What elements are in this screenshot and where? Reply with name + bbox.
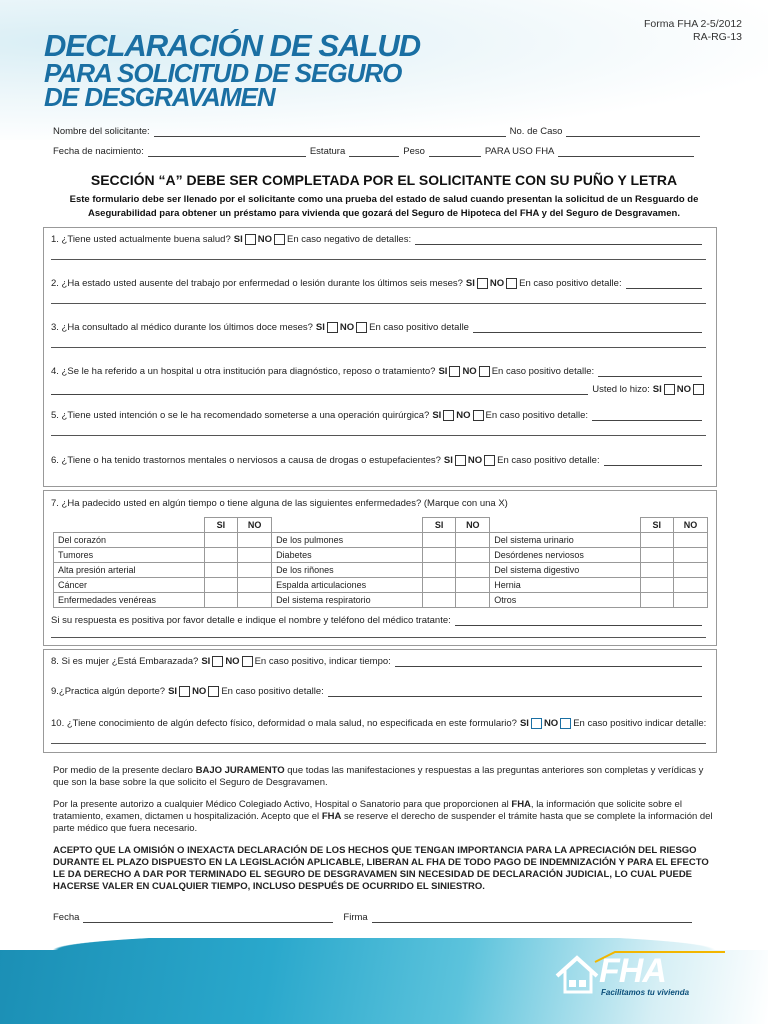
q1-detail-field[interactable] [415, 234, 702, 245]
no-cell[interactable] [674, 548, 708, 563]
question-2-text: 2. ¿Ha estado usted ausente del trabajo por enfermedad o lesión durante los últimos seis meses? [51, 278, 463, 289]
no-cell[interactable] [238, 533, 272, 548]
no-cell[interactable] [674, 578, 708, 593]
no-label: NO [489, 278, 505, 289]
question-10 [51, 718, 709, 729]
declaration-paragraph-3: ACEPTO QUE LA OMISIÓN O INEXACTA DECLARACIÓN DE LOS HECHOS QUE TENGAN IMPORTANCIA PARA LA APRECIACIÓN DEL RIESGO DURANTE EL PLAZO DISPUESTO EN LA LEGISLACIÓN APLICABLE, LIBERAN AL FHA DE TODO PAGO DE INDEMNIZACIÓN Y PARA EL EFECTO LE DA DERECHO A DAR POR TERMINADO EL SEGURO DE DESGRAVAMEN SIN NECESIDAD DE DECLARACIÓN JUDICIAL, LO CUAL PUEDE HACERSE VALER EN CUALQUIER TIEMPO, INCLUSO DESPUÉS DE OCURRIDO EL SINIESTRO. [53, 845, 709, 892]
question-7-detail-label: Si su respuesta es positiva por favor detalle e indique el nombre y teléfono del médico tratante: [51, 615, 451, 626]
disease-label: Espalda articulaciones [272, 578, 423, 593]
no-cell[interactable] [456, 563, 490, 578]
no-header: NO [674, 518, 708, 533]
disease-label: Tumores [54, 548, 205, 563]
question-4-text: 4. ¿Se le ha referido a un hospital u otra institución para diagnóstico, reposo o tratamiento? [51, 366, 436, 377]
no-label: NO [462, 366, 477, 377]
form-code [644, 18, 742, 44]
si-label: SI [443, 455, 453, 466]
si-label: SI [652, 384, 662, 395]
no-cell[interactable] [238, 578, 272, 593]
q3-detail-line[interactable] [51, 347, 706, 348]
case-field[interactable] [566, 126, 700, 137]
question-4-followup [51, 384, 706, 395]
applicant-name-row [53, 126, 704, 137]
si-cell[interactable] [422, 578, 455, 593]
question-7-text: 7. ¿Ha padecido usted en algún tiempo o tiene alguna de las siguientes enfermedades? (Marque con una X) [51, 498, 508, 509]
no-label: NO [543, 718, 559, 729]
title-line1: DECLARACIÓN DE SALUD [44, 28, 421, 63]
question-5-detail-label: En caso positivo detalle: [485, 410, 588, 421]
q4-hizo-label: Usted lo hizo: [592, 384, 650, 395]
question-3-detail-label: En caso positivo detalle [369, 322, 469, 333]
si-cell[interactable] [640, 548, 673, 563]
question-4 [51, 366, 706, 377]
q4-detail-line2[interactable] [51, 384, 588, 395]
no-header: NO [238, 518, 272, 533]
si-header: SI [640, 518, 673, 533]
q9-detail-field[interactable] [328, 686, 702, 697]
disease-label: Del corazón [54, 533, 205, 548]
q4-hizo-si-checkbox[interactable] [664, 384, 675, 395]
q5-no-checkbox[interactable] [473, 410, 484, 421]
q1-si-checkbox[interactable] [245, 234, 256, 245]
disease-label: Enfermedades venéreas [54, 593, 205, 608]
question-8-text: 8. Si es mujer ¿Está Embarazada? [51, 656, 199, 667]
disease-label: Desórdenes nerviosos [490, 548, 640, 563]
q6-no-checkbox[interactable] [484, 455, 495, 466]
si-cell[interactable] [640, 578, 673, 593]
q1-no-checkbox[interactable] [274, 234, 285, 245]
question-8-detail-label: En caso positivo, indicar tiempo: [254, 656, 391, 667]
logo-text: FHA [599, 952, 666, 990]
p2-part1: Por la presente autorizo a cualquier Médico Colegiado Activo, Hospital o Sanatorio para que proporcionen al [53, 799, 512, 810]
no-label: NO [192, 686, 207, 697]
q8-detail-field[interactable] [395, 656, 702, 667]
disease-label: Del sistema urinario [490, 533, 640, 548]
si-label: SI [201, 656, 211, 667]
q10-detail-line[interactable] [51, 743, 706, 744]
q4-hizo-no-checkbox[interactable] [693, 384, 704, 395]
q2-detail-field[interactable] [626, 278, 702, 289]
case-label: No. de Caso [509, 126, 563, 137]
birthdate-label: Fecha de nacimiento: [53, 146, 144, 157]
si-label: SI [432, 410, 442, 421]
table-header-row [54, 518, 708, 533]
q5-detail-line[interactable] [51, 435, 706, 436]
fha-logo [555, 950, 735, 1000]
fha-use-field[interactable] [558, 146, 694, 157]
si-label: SI [315, 322, 325, 333]
si-label: SI [233, 234, 243, 245]
date-label: Fecha [53, 912, 80, 923]
q10-si-checkbox[interactable] [531, 718, 542, 729]
si-cell[interactable] [204, 593, 237, 608]
question-9-text: 9.¿Practica algún deporte? [51, 686, 166, 697]
questions-box-1 [43, 227, 717, 487]
si-label: SI [465, 278, 475, 289]
question-2 [51, 278, 706, 289]
si-cell[interactable] [204, 533, 237, 548]
no-label: NO [225, 656, 240, 667]
si-cell[interactable] [422, 548, 455, 563]
q3-detail-field[interactable] [473, 322, 702, 333]
question-7-detail [51, 615, 706, 626]
height-label: Estatura [309, 146, 346, 157]
signature-label: Firma [343, 912, 368, 923]
q2-no-checkbox[interactable] [506, 278, 517, 289]
table-row [54, 548, 708, 563]
q4-no-checkbox[interactable] [479, 366, 490, 377]
fha-use-label: PARA USO FHA [484, 146, 555, 157]
disease-label: Diabetes [272, 548, 423, 563]
disease-label: Del sistema digestivo [490, 563, 640, 578]
disease-label: De los pulmones [272, 533, 423, 548]
no-label: NO [456, 410, 471, 421]
table-header-cell [54, 518, 205, 533]
si-cell[interactable] [204, 563, 237, 578]
table-row [54, 578, 708, 593]
no-cell[interactable] [456, 593, 490, 608]
p2-bold2: FHA [321, 811, 342, 822]
date-field[interactable] [83, 912, 333, 923]
p2-part2: , la información que solicite sobre el tratamiento, examen, dictamen u hospitalización. Acepto que el [53, 799, 682, 822]
no-cell[interactable] [674, 533, 708, 548]
question-3 [51, 322, 706, 333]
q6-detail-field[interactable] [604, 455, 702, 466]
q6-si-checkbox[interactable] [455, 455, 466, 466]
signature-field[interactable] [372, 912, 692, 923]
question-2-detail-label: En caso positivo detalle: [519, 278, 622, 289]
disease-label: Cáncer [54, 578, 205, 593]
si-cell[interactable] [422, 533, 455, 548]
q7-detail-line[interactable] [51, 637, 706, 638]
question-10-text: 10. ¿Tiene conocimiento de algún defecto físico, deformidad o mala salud, no especificada en este formulario? [51, 718, 517, 729]
p2-bold1: FHA [511, 799, 531, 810]
question-9 [51, 686, 706, 697]
no-label: NO [339, 322, 355, 333]
no-cell[interactable] [674, 563, 708, 578]
table-row [54, 533, 708, 548]
section-title: SECCIÓN “A” DEBE SER COMPLETADA POR EL SOLICITANTE CON SU PUÑO Y LETRA [90, 172, 678, 188]
table-header-cell [490, 518, 640, 533]
q8-si-checkbox[interactable] [212, 656, 223, 667]
disease-label: De los riñones [272, 563, 423, 578]
no-header: NO [456, 518, 490, 533]
q4-detail-field[interactable] [598, 366, 702, 377]
q1-detail-line[interactable] [51, 259, 706, 260]
no-label: NO [467, 455, 483, 466]
disease-label: Del sistema respiratorio [272, 593, 423, 608]
si-cell[interactable] [640, 533, 673, 548]
q5-si-checkbox[interactable] [443, 410, 454, 421]
q9-no-checkbox[interactable] [208, 686, 219, 697]
disease-label: Otros [490, 593, 640, 608]
question-1-text: 1. ¿Tiene usted actualmente buena salud? [51, 234, 231, 245]
weight-field[interactable] [429, 146, 481, 157]
question-6-detail-label: En caso positivo detalle: [497, 455, 600, 466]
diseases-table [53, 517, 708, 608]
question-9-detail-label: En caso positivo detalle: [221, 686, 324, 697]
question-6-text: 6. ¿Tiene o ha tenido trastornos mentales o nerviosos a causa de drogas o estupefacientes? [51, 455, 441, 466]
si-label: SI [438, 366, 448, 377]
p1-part2: que todas las manifestaciones y respuestas a las preguntas anteriores son completas y verídicas y que son la base sobre la que solicito el Seguro de Desgravamen. [53, 765, 704, 788]
no-label: NO [257, 234, 272, 245]
no-cell[interactable] [238, 563, 272, 578]
q7-detail-field[interactable] [455, 615, 702, 626]
p1-part1: Por medio de la presente declaro [53, 765, 196, 776]
question-6 [51, 455, 706, 466]
form-code-line2: RA-RG-13 [692, 31, 742, 43]
title-line3: DE DESGRAVAMEN [44, 82, 275, 112]
question-7 [51, 498, 508, 509]
question-1 [51, 234, 706, 245]
si-header: SI [204, 518, 237, 533]
q10-no-checkbox[interactable] [560, 718, 571, 729]
footer-swoosh [0, 930, 768, 950]
height-field[interactable] [349, 146, 399, 157]
question-1-detail-label: En caso negativo de detalles: [286, 234, 412, 245]
si-label: SI [519, 718, 529, 729]
question-8 [51, 656, 706, 667]
declaration-paragraph-2 [53, 799, 713, 835]
birthdate-field[interactable] [148, 146, 306, 157]
si-cell[interactable] [640, 563, 673, 578]
si-label: SI [168, 686, 178, 697]
si-cell[interactable] [204, 578, 237, 593]
weight-label: Peso [403, 146, 425, 157]
q4-si-checkbox[interactable] [449, 366, 460, 377]
no-cell[interactable] [674, 593, 708, 608]
no-cell[interactable] [238, 593, 272, 608]
no-cell[interactable] [456, 533, 490, 548]
table-row [54, 593, 708, 608]
si-cell[interactable] [422, 593, 455, 608]
q8-no-checkbox[interactable] [242, 656, 253, 667]
q2-si-checkbox[interactable] [477, 278, 488, 289]
signature-row [53, 912, 696, 923]
q5-detail-field[interactable] [592, 410, 702, 421]
no-cell[interactable] [238, 548, 272, 563]
declaration-paragraph-1 [53, 765, 713, 789]
q9-si-checkbox[interactable] [179, 686, 190, 697]
question-5-text: 5. ¿Tiene usted intención o se le ha recomendado someterse a una operación quirúrgica? [51, 410, 430, 421]
si-cell[interactable] [422, 563, 455, 578]
si-cell[interactable] [640, 593, 673, 608]
p1-bold: BAJO JURAMENTO [195, 765, 285, 776]
q2-detail-line[interactable] [51, 303, 706, 304]
applicant-data-row [53, 146, 698, 157]
question-5 [51, 410, 706, 421]
logo-slogan: Facilitamos tu vivienda [601, 988, 690, 997]
form-code-line1: Forma FHA 2-5/2012 [643, 18, 742, 30]
question-10-detail-label: En caso positivo indicar detalle: [573, 718, 707, 729]
document-title [44, 28, 421, 112]
name-label: Nombre del solicitante: [53, 126, 150, 137]
disease-label: Hernia [490, 578, 640, 593]
no-label: NO [676, 384, 691, 395]
q3-si-checkbox[interactable] [327, 322, 338, 333]
name-field[interactable] [154, 126, 506, 137]
question-4-detail-label: En caso positivo detalle: [491, 366, 595, 377]
no-cell[interactable] [456, 548, 490, 563]
question-3-text: 3. ¿Ha consultado al médico durante los últimos doce meses? [51, 322, 313, 333]
title-line2: PARA SOLICITUD DE SEGURO [44, 58, 402, 88]
p2-part3: se reserve el derecho de suspender el trámite hasta que se complete la información del parte médico que fuera necesario. [53, 811, 713, 834]
table-row [54, 563, 708, 578]
disease-label: Alta presión arterial [54, 563, 205, 578]
si-cell[interactable] [204, 548, 237, 563]
table-header-cell [272, 518, 423, 533]
si-header: SI [422, 518, 455, 533]
no-cell[interactable] [456, 578, 490, 593]
section-description: Este formulario debe ser llenado por el solicitante como una prueba del estado de salud cuando presentan la solicitud de un Resguardo de Asegurabilidad para obtener un préstamo para vivienda que gozará del Seguro de Hipoteca del FHA y del Seguro de Desgravamen. [69, 194, 699, 219]
q3-no-checkbox[interactable] [356, 322, 367, 333]
